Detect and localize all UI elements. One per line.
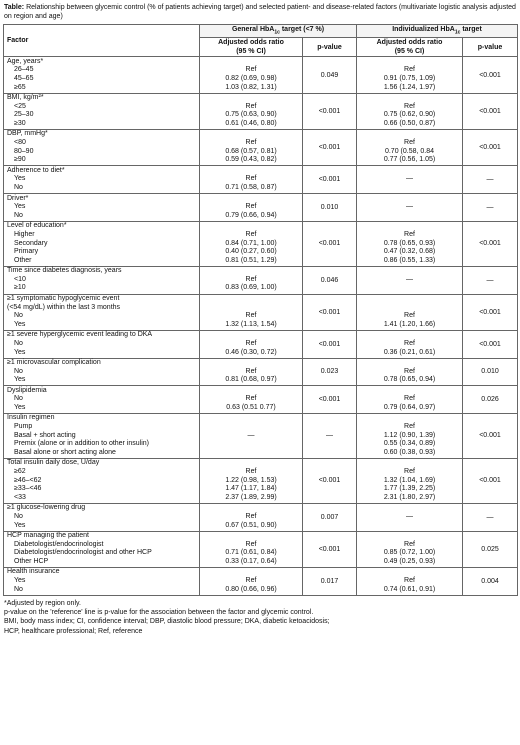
footnote: *Adjusted by region only. — [4, 599, 81, 607]
general-or-cell — [200, 567, 303, 595]
caption-text: Relationship between glycemic control (% of patients achieving target) and selected patient- and disease-related factors (multivariate logistic analysis adjusted on region and age) — [4, 4, 516, 20]
factor-label: (<54 mg/dL) within the last 3 months — [7, 303, 121, 311]
general-p-header: p-value — [303, 38, 357, 57]
table-row — [4, 531, 518, 567]
factor-label: Insulin regimen — [7, 414, 55, 422]
factor-label: Time since diabetes diagnosis, years — [7, 267, 122, 275]
factor-label: BMI, kg/m²* — [7, 94, 44, 102]
individual-p-cell: 0.025 — [463, 531, 518, 567]
table-row — [4, 266, 518, 294]
general-p-cell: 0.023 — [303, 358, 357, 386]
odds-ratio-value: 0.77 (0.56, 1.05) — [383, 156, 436, 164]
factor-label: DBP, mmHg* — [7, 130, 48, 138]
table-row — [4, 221, 518, 266]
or-label: Adjusted odds ratio — [218, 39, 284, 47]
individual-or-cell — [357, 503, 463, 531]
odds-ratio-value — [203, 295, 299, 304]
odds-ratio-value: Ref — [245, 339, 257, 347]
odds-ratio-value — [360, 222, 459, 231]
factor-level: Higher — [14, 230, 35, 238]
factor-level: Yes — [14, 403, 26, 411]
odds-ratio-value — [360, 130, 459, 139]
odds-ratio-value: — — [406, 512, 413, 520]
general-p-cell: <0.001 — [303, 221, 357, 266]
table-row — [4, 386, 518, 414]
odds-ratio-value — [360, 331, 459, 340]
odds-ratio-value: 0.63 (0.51 0.77) — [226, 403, 276, 411]
odds-ratio-value: Ref — [245, 66, 257, 74]
factor-level: Pump — [14, 423, 33, 430]
odds-ratio-value: 1.12 (0.90, 1.39) — [383, 431, 436, 439]
odds-ratio-value: Ref — [404, 66, 415, 74]
odds-ratio-value — [360, 568, 459, 577]
table-body — [4, 57, 518, 595]
factor-level: ≥10 — [14, 284, 26, 292]
general-p-cell: — — [303, 413, 357, 458]
individual-or-cell — [357, 567, 463, 595]
general-or-cell — [200, 294, 303, 330]
individual-p-cell: — — [463, 194, 518, 222]
odds-ratio-value — [203, 267, 299, 276]
odds-ratio-value: Ref — [404, 467, 415, 475]
odds-ratio-value: 0.81 (0.68, 0.97) — [225, 376, 277, 384]
odds-ratio-value — [360, 267, 459, 276]
factor-cell — [4, 93, 200, 129]
factor-level: Yes — [14, 348, 26, 356]
individual-or-cell — [357, 413, 463, 458]
odds-ratio-value — [360, 359, 459, 368]
factor-level: ≥62 — [14, 467, 26, 475]
general-p-cell: <0.001 — [303, 386, 357, 414]
factor-label: HCP managing the patient — [7, 532, 89, 540]
odds-ratio-value: — — [406, 175, 413, 183]
factor-level: Yes — [14, 521, 26, 529]
individual-p-cell: <0.001 — [463, 93, 518, 129]
general-p-cell: <0.001 — [303, 531, 357, 567]
odds-ratio-value: 0.79 (0.64, 0.97) — [383, 403, 436, 411]
factor-level: Yes — [14, 577, 26, 585]
odds-ratio-value: — — [406, 275, 413, 283]
factor-level: <33 — [14, 493, 26, 501]
odds-ratio-value: 1.32 (1.04, 1.69) — [383, 476, 436, 484]
factor-label: Age, years* — [7, 57, 44, 65]
factor-level: Primary — [14, 248, 39, 256]
general-or-cell — [200, 413, 303, 458]
general-or-cell — [200, 194, 303, 222]
individual-p-cell: <0.001 — [463, 413, 518, 458]
general-p-cell: 0.010 — [303, 194, 357, 222]
table-row — [4, 130, 518, 166]
general-or-cell — [200, 93, 303, 129]
individual-or-cell — [357, 57, 463, 93]
odds-ratio-value: Ref — [404, 230, 415, 238]
odds-ratio-value: 0.83 (0.69, 1.00) — [225, 284, 277, 292]
individual-or-cell — [357, 93, 463, 129]
general-or-cell — [200, 503, 303, 531]
individual-target-header: Individualized HbA$_{1c}$ target — [357, 25, 518, 38]
odds-ratio-value: 0.46 (0.30, 0.72) — [225, 348, 277, 356]
odds-ratio-value: Ref — [245, 312, 257, 320]
individual-or-cell — [357, 130, 463, 166]
odds-ratio-value: Ref — [245, 275, 257, 283]
odds-ratio-value — [360, 167, 459, 176]
factor-level: ≥65 — [14, 83, 26, 91]
general-p-cell: 0.007 — [303, 503, 357, 531]
odds-ratio-value — [360, 94, 459, 103]
factor-cell — [4, 221, 200, 266]
factor-level: <80 — [14, 139, 26, 147]
general-or-header — [200, 38, 303, 57]
factor-label: Level of education* — [7, 222, 67, 230]
factor-cell — [4, 413, 200, 458]
factor-cell — [4, 294, 200, 330]
individual-p-cell: <0.001 — [463, 221, 518, 266]
odds-ratio-value — [203, 414, 299, 423]
individual-or-cell — [357, 194, 463, 222]
odds-ratio-value: 1.77 (1.39, 2.25) — [383, 485, 436, 493]
factor-level: 25–30 — [14, 111, 34, 119]
factor-label: Total insulin daily dose, U/day — [7, 459, 100, 467]
footnote: HCP, healthcare professional; Ref, reference — [4, 627, 143, 635]
odds-ratio-value: 2.31 (1.80, 2.97) — [383, 493, 436, 501]
general-p-cell: <0.001 — [303, 166, 357, 194]
general-or-cell — [200, 57, 303, 93]
odds-ratio-value: 0.68 (0.57, 0.81) — [225, 147, 277, 155]
odds-ratio-value: Ref — [245, 139, 257, 147]
odds-ratio-value — [203, 504, 299, 513]
odds-ratio-value: Ref — [404, 139, 415, 147]
odds-ratio-value: Ref — [404, 577, 415, 585]
individual-or-cell — [357, 294, 463, 330]
odds-ratio-value: Ref — [245, 367, 257, 375]
table-row — [4, 458, 518, 503]
odds-ratio-value: 0.74 (0.61, 0.91) — [383, 585, 436, 593]
odds-ratio-value: 0.85 (0.72, 1.00) — [383, 549, 436, 557]
odds-ratio-value: 0.78 (0.65, 0.93) — [383, 239, 436, 247]
odds-ratio-value — [203, 459, 299, 468]
individual-or-cell — [357, 358, 463, 386]
factor-label: Adherence to diet* — [7, 166, 65, 174]
odds-ratio-value — [203, 304, 299, 313]
odds-ratio-value — [203, 532, 299, 541]
factor-cell — [4, 386, 200, 414]
odds-ratio-value: Ref — [245, 175, 257, 183]
odds-ratio-value: 0.91 (0.75, 1.09) — [383, 75, 436, 83]
individual-p-cell: — — [463, 166, 518, 194]
odds-ratio-value: 1.56 (1.24, 1.97) — [383, 83, 436, 91]
odds-ratio-value: 2.37 (1.89, 2.99) — [225, 493, 277, 501]
odds-ratio-value — [360, 504, 459, 513]
odds-ratio-value — [360, 414, 459, 423]
factor-level: <10 — [14, 275, 26, 283]
factor-cell — [4, 57, 200, 93]
odds-ratio-value — [203, 130, 299, 139]
individual-p-cell: <0.001 — [463, 57, 518, 93]
odds-ratio-value: 0.67 (0.51, 0.90) — [225, 521, 277, 529]
individual-or-cell — [357, 458, 463, 503]
factor-cell — [4, 330, 200, 358]
odds-ratio-value — [203, 440, 299, 449]
odds-ratio-value: Ref — [245, 577, 257, 585]
caption-label: Table: — [4, 4, 25, 11]
factor-cell — [4, 194, 200, 222]
footnote: BMI, body mass index; CI, confidence interval; DBP, diastolic blood pressure; DKA, diabetic ketoacidosis; — [4, 618, 330, 626]
odds-ratio-value: 0.80 (0.66, 0.96) — [225, 585, 277, 593]
table-row — [4, 567, 518, 595]
general-or-cell — [200, 458, 303, 503]
factor-level: No — [14, 367, 23, 375]
factor-level: Diabetologist/endocrinologist — [14, 540, 104, 548]
individual-p-cell: — — [463, 503, 518, 531]
odds-ratio-value — [360, 459, 459, 468]
factor-level: Diabetologist/endocrinologist and other HCP — [14, 549, 152, 557]
odds-ratio-value: 0.71 (0.61, 0.84) — [225, 549, 277, 557]
individual-or-cell — [357, 221, 463, 266]
factor-level: No — [14, 312, 23, 320]
general-p-cell: <0.001 — [303, 93, 357, 129]
odds-ratio-value: — — [247, 431, 255, 439]
factor-level: Secondary — [14, 239, 48, 247]
factor-level: ≥90 — [14, 156, 26, 164]
odds-ratio-value: Ref — [245, 540, 257, 548]
odds-ratio-value: 0.75 (0.62, 0.90) — [383, 111, 436, 119]
odds-ratio-value: 0.40 (0.27, 0.60) — [225, 248, 277, 256]
individual-p-cell: <0.001 — [463, 330, 518, 358]
general-p-cell: 0.049 — [303, 57, 357, 93]
odds-ratio-value: Ref — [404, 367, 415, 375]
factor-level: <25 — [14, 102, 26, 110]
general-or-cell — [200, 531, 303, 567]
odds-ratio-value: 1.22 (0.98, 1.53) — [225, 476, 277, 484]
general-or-cell — [200, 221, 303, 266]
odds-ratio-value: — — [406, 203, 413, 211]
individual-p-cell: — — [463, 266, 518, 294]
factor-level: No — [14, 184, 23, 192]
factor-cell — [4, 166, 200, 194]
odds-ratio-value: 0.71 (0.58, 0.87) — [225, 184, 277, 192]
odds-ratio-value — [360, 295, 459, 304]
individual-or-cell — [357, 266, 463, 294]
odds-ratio-value: 0.47 (0.32, 0.68) — [383, 248, 436, 256]
odds-ratio-value: 0.66 (0.50, 0.87) — [383, 120, 436, 128]
factor-cell — [4, 266, 200, 294]
odds-ratio-value: 0.81 (0.51, 1.29) — [225, 256, 277, 264]
factor-level: No — [14, 211, 23, 219]
odds-ratio-value — [203, 167, 299, 176]
table-caption — [4, 3, 517, 21]
odds-ratio-value: 0.61 (0.46, 0.80) — [225, 120, 277, 128]
odds-ratio-value — [360, 387, 459, 396]
odds-ratio-value: 0.75 (0.63, 0.90) — [225, 111, 277, 119]
general-p-cell: 0.017 — [303, 567, 357, 595]
factor-level: Yes — [14, 203, 26, 211]
table-row — [4, 194, 518, 222]
odds-ratio-value: Ref — [404, 540, 415, 548]
factor-level: ≥33–<46 — [14, 485, 42, 493]
ci-label: (95 % CI) — [394, 48, 425, 56]
factor-column-header: Factor — [4, 25, 200, 57]
odds-ratio-value: Ref — [404, 102, 415, 110]
individual-or-cell — [357, 330, 463, 358]
odds-ratio-value — [203, 568, 299, 577]
factor-level: No — [14, 585, 23, 593]
odds-ratio-value: 0.78 (0.65, 0.94) — [383, 376, 436, 384]
odds-ratio-value: 1.47 (1.17, 1.84) — [225, 485, 277, 493]
general-or-cell — [200, 266, 303, 294]
footnotes — [4, 599, 517, 636]
ci-label: (95 % CI) — [236, 48, 266, 56]
odds-ratio-value: Ref — [404, 312, 415, 320]
factor-label: Driver* — [7, 194, 29, 202]
odds-ratio-value: Ref — [245, 102, 257, 110]
odds-ratio-value — [203, 222, 299, 231]
factor-cell — [4, 358, 200, 386]
factor-level: Other HCP — [14, 557, 49, 565]
factor-cell — [4, 130, 200, 166]
odds-ratio-value: 0.49 (0.25, 0.93) — [383, 557, 436, 565]
general-or-cell — [200, 130, 303, 166]
odds-ratio-value: Ref — [245, 395, 257, 403]
individual-or-cell — [357, 166, 463, 194]
factor-cell — [4, 567, 200, 595]
factor-label: ≥1 symptomatic hypoglycemic event — [7, 294, 120, 302]
individual-p-cell: <0.001 — [463, 294, 518, 330]
individual-p-cell: 0.004 — [463, 567, 518, 595]
factor-level: Basal + short acting — [14, 431, 76, 439]
factor-level: Yes — [14, 320, 26, 328]
factor-label: Dyslipidemia — [7, 386, 47, 394]
odds-ratio-value — [203, 359, 299, 368]
odds-ratio-value: Ref — [245, 230, 257, 238]
or-label: Adjusted odds ratio — [376, 39, 443, 47]
general-or-cell — [200, 166, 303, 194]
individual-p-cell: 0.026 — [463, 386, 518, 414]
odds-ratio-value — [360, 284, 459, 293]
odds-ratio-value: Ref — [404, 423, 415, 430]
individual-or-cell — [357, 386, 463, 414]
table-row — [4, 358, 518, 386]
odds-ratio-value: 0.70 (0.58, 0.84 — [384, 147, 435, 155]
general-p-cell: <0.001 — [303, 330, 357, 358]
odds-ratio-value: 0.60 (0.38, 0.93) — [383, 448, 436, 456]
odds-ratio-value: 0.55 (0.34, 0.89) — [383, 440, 436, 448]
individual-p-cell: 0.010 — [463, 358, 518, 386]
general-p-cell: <0.001 — [303, 130, 357, 166]
odds-ratio-value: 1.32 (1.13, 1.54) — [225, 320, 277, 328]
factor-label: ≥1 microvascular complication — [7, 358, 101, 366]
factor-level: ≥46–<62 — [14, 476, 42, 484]
factor-level: No — [14, 395, 23, 403]
factor-label: Health insurance — [7, 568, 60, 576]
odds-ratio-value: Ref — [245, 467, 257, 475]
odds-ratio-value: 0.86 (0.55, 1.33) — [383, 256, 436, 264]
factor-cell — [4, 458, 200, 503]
footnote: p-value on the 'reference' line is p-value for the association between the factor and glycemic control. — [4, 608, 314, 616]
odds-ratio-value — [203, 58, 299, 67]
odds-ratio-value: 0.36 (0.21, 0.61) — [383, 348, 436, 356]
factor-cell — [4, 531, 200, 567]
individual-or-header — [357, 38, 463, 57]
general-or-cell — [200, 358, 303, 386]
general-p-cell: 0.046 — [303, 266, 357, 294]
odds-ratio-value: 0.33 (0.17, 0.64) — [225, 557, 277, 565]
odds-ratio-value: 1.03 (0.82, 1.31) — [225, 83, 277, 91]
odds-ratio-value — [203, 331, 299, 340]
factor-level: Premix (alone or in addition to other insulin) — [14, 440, 150, 448]
odds-ratio-value — [203, 387, 299, 396]
factor-cell — [4, 503, 200, 531]
odds-ratio-value: 0.82 (0.69, 0.98) — [225, 75, 277, 83]
factor-level: 80–90 — [14, 147, 34, 155]
factor-level: Other — [14, 256, 32, 264]
factor-label: ≥1 severe hyperglycemic event leading to DKA — [7, 331, 153, 339]
odds-ratio-value — [360, 304, 459, 313]
individual-p-header: p-value — [463, 38, 518, 57]
table-row — [4, 413, 518, 458]
factor-level: No — [14, 512, 23, 520]
individual-p-cell: <0.001 — [463, 458, 518, 503]
individual-p-cell: <0.001 — [463, 130, 518, 166]
odds-ratio-value — [203, 195, 299, 204]
odds-ratio-value — [360, 195, 459, 204]
odds-ratio-value — [360, 212, 459, 221]
odds-ratio-value — [360, 58, 459, 67]
general-or-cell — [200, 330, 303, 358]
factor-label: ≥1 glucose-lowering drug — [7, 504, 86, 512]
odds-ratio-value — [203, 449, 299, 458]
table-row — [4, 503, 518, 531]
general-or-cell — [200, 386, 303, 414]
factor-level: No — [14, 339, 23, 347]
odds-ratio-value — [203, 94, 299, 103]
factor-level: Yes — [14, 376, 26, 384]
individual-or-cell — [357, 531, 463, 567]
odds-ratio-value — [360, 522, 459, 531]
factor-level: Yes — [14, 175, 26, 183]
general-p-cell: <0.001 — [303, 458, 357, 503]
table-row — [4, 93, 518, 129]
odds-ratio-value: 1.41 (1.20, 1.66) — [383, 320, 436, 328]
odds-ratio-value: Ref — [404, 395, 415, 403]
general-p-cell: <0.001 — [303, 294, 357, 330]
odds-ratio-value: 0.84 (0.71, 1.00) — [225, 239, 277, 247]
odds-ratio-value: 0.79 (0.66, 0.94) — [225, 211, 277, 219]
table-row — [4, 166, 518, 194]
odds-ratio-value — [360, 532, 459, 541]
odds-ratio-value: 0.59 (0.43, 0.82) — [225, 156, 277, 164]
factor-level: ≥30 — [14, 120, 26, 128]
table-header — [4, 25, 518, 57]
factor-level: 45–65 — [14, 75, 34, 83]
odds-ratio-value: Ref — [404, 339, 415, 347]
factor-level: Basal alone or short acting alone — [14, 448, 116, 456]
table-row — [4, 330, 518, 358]
table-row — [4, 57, 518, 93]
results-table — [3, 24, 518, 596]
odds-ratio-value — [360, 184, 459, 193]
odds-ratio-value: Ref — [245, 203, 257, 211]
odds-ratio-value: Ref — [245, 512, 257, 520]
odds-ratio-value — [203, 423, 299, 432]
table-row — [4, 294, 518, 330]
general-target-header: General HbA$_{1c}$ target (<7 %) — [200, 25, 357, 38]
factor-level: 26–45 — [14, 66, 34, 74]
